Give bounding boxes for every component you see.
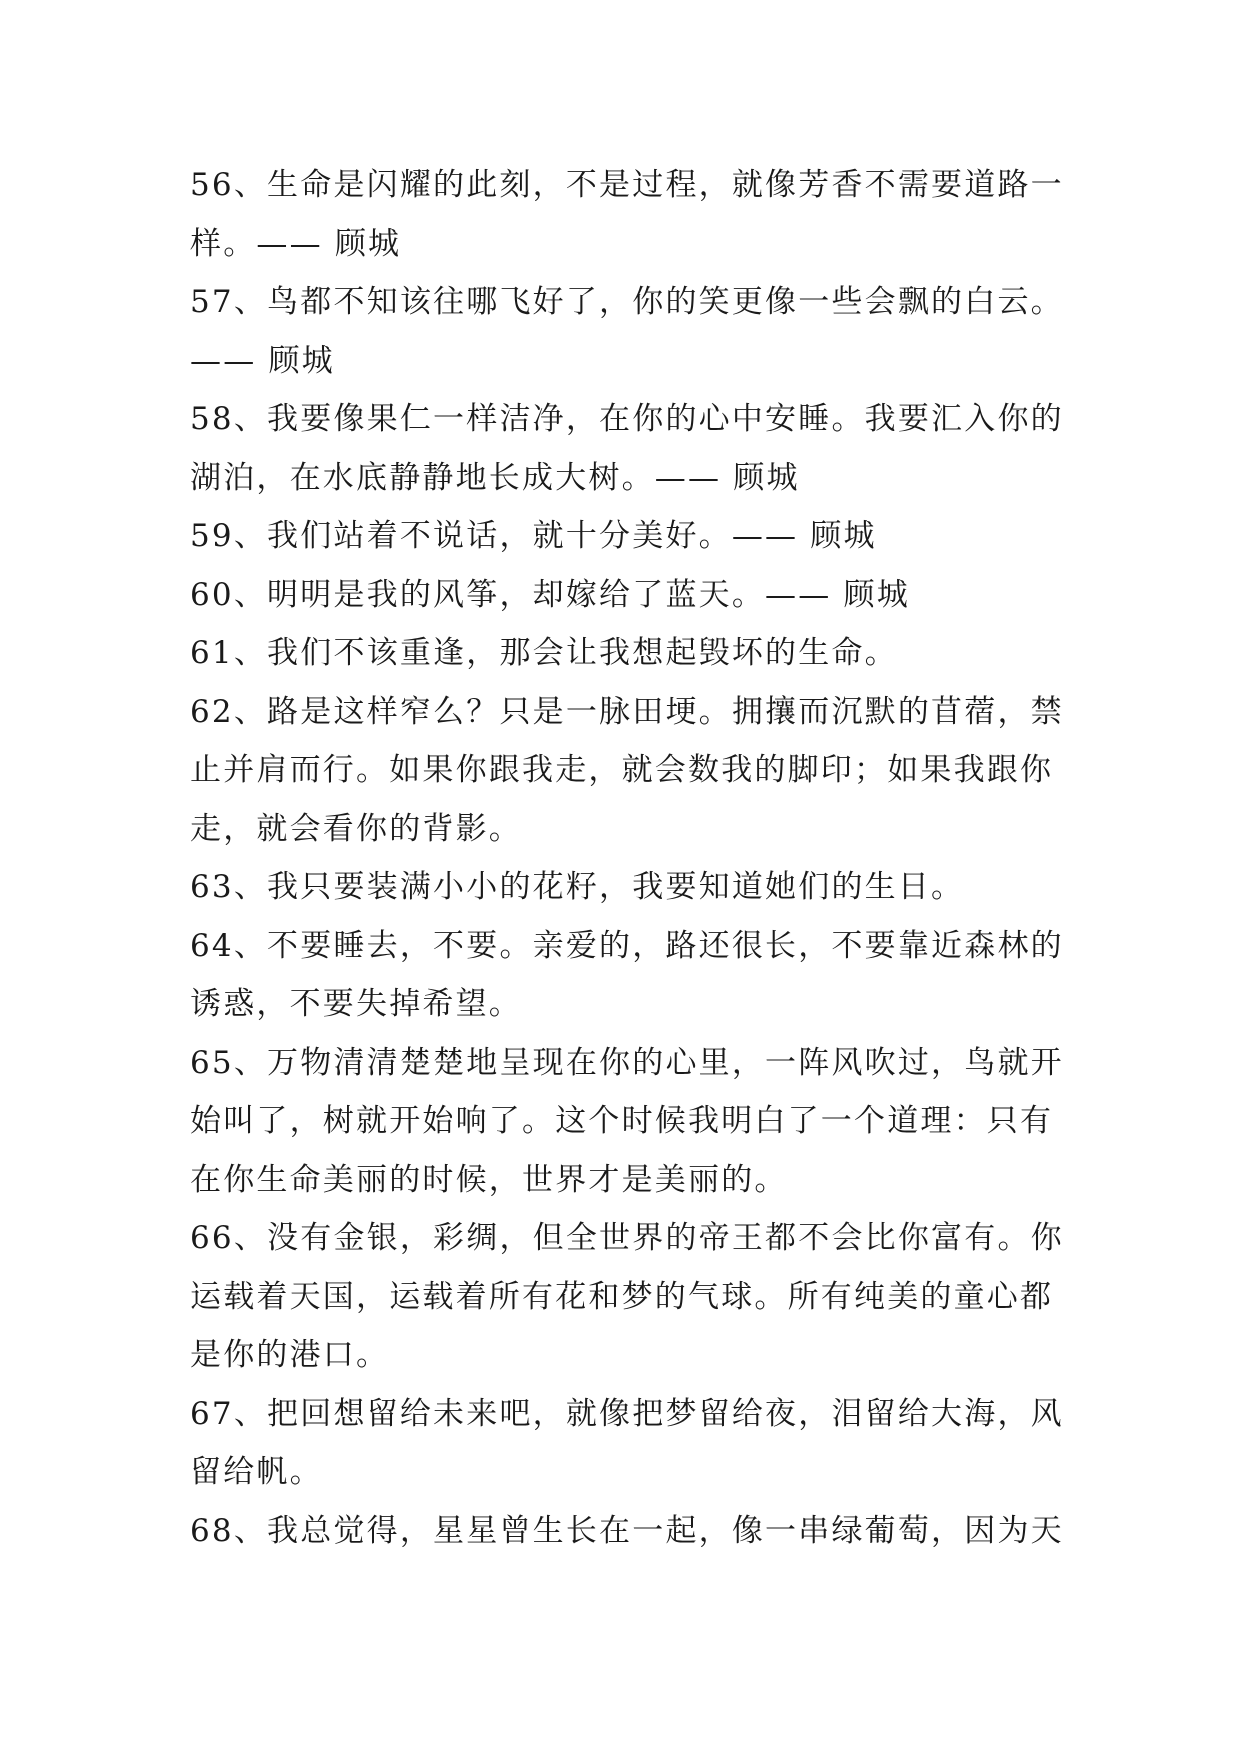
quote-entry-59: 59、我们站着不说话，就十分美好。—— 顾城 — [190, 518, 877, 554]
quote-entry-57: 57、鸟都不知该往哪飞好了，你的笑更像一些会飘的白云。—— 顾城 — [190, 284, 1064, 379]
quote-entry-67: 67、把回想留给未来吧，就像把梦留给夜，泪留给大海，风留给帆。 — [190, 1395, 1064, 1490]
quote-entry-65: 65、万物清清楚楚地呈现在你的心里，一阵风吹过，鸟就开始叫了，树就开始响了。这个时候我明白了一个道理：只有在你生命美丽的时候，世界才是美丽的。 — [190, 1044, 1064, 1198]
quote-entry-60: 60、明明是我的风筝，却嫁给了蓝天。—— 顾城 — [190, 576, 910, 613]
quote-entry-61: 61、我们不该重逢，那会让我想起毁坏的生命。 — [190, 635, 898, 671]
quote-entry-56: 56、生命是闪耀的此刻，不是过程，就像芳香不需要道路一样。—— 顾城 — [190, 167, 1064, 262]
quote-entry-63: 63、我只要装满小小的花籽，我要知道她们的生日。 — [190, 869, 965, 905]
quote-entry-58: 58、我要像果仁一样洁净，在你的心中安睡。我要汇入你的湖泊，在水底静静地长成大树。—— 顾城 — [190, 401, 1064, 496]
quote-entry-64: 64、不要睡去，不要。亲爱的，路还很长，不要靠近森林的诱惑，不要失掉希望。 — [190, 927, 1064, 1022]
document-body — [190, 156, 1070, 1560]
quote-entry-68: 68、我总觉得，星星曾生长在一起，像一串绿葡萄，因为天 — [190, 1512, 1064, 1549]
quote-entry-62: 62、路是这样窄么？只是一脉田埂。拥攘而沉默的苜蓿，禁止并肩而行。如果你跟我走，就会数我的脚印；如果我跟你走，就会看你的背影。 — [190, 693, 1064, 847]
quote-entry-66: 66、没有金银，彩绸，但全世界的帝王都不会比你富有。你运载着天国，运载着所有花和梦的气球。所有纯美的童心都是你的港口。 — [190, 1220, 1064, 1373]
